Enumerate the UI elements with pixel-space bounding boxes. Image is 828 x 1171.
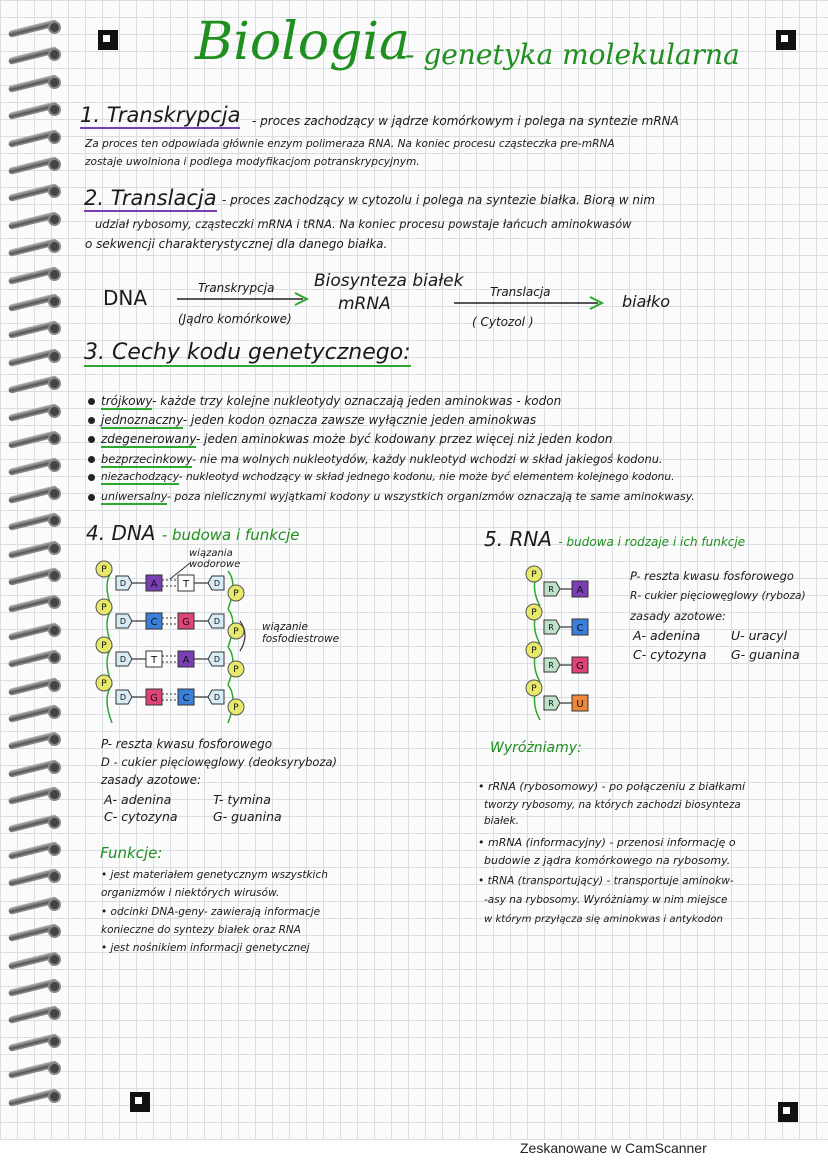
spiral-ring: [8, 511, 66, 531]
spiral-ring: [8, 648, 66, 668]
spiral-ring: [8, 758, 66, 778]
spiral-ring: [8, 813, 66, 833]
spiral-ring: [8, 182, 66, 202]
item-term: zdegenerowany: [101, 432, 197, 446]
corner-marker-top-left: [98, 30, 118, 50]
spiral-ring: [8, 922, 66, 942]
scanner-watermark: Zeskanowane w CamScanner: [520, 1140, 707, 1156]
spiral-ring: [8, 621, 66, 641]
section-2-line-1: - proces zachodzący w cytozolu i polega na syntezie białka. Biorą w nim: [222, 193, 656, 207]
rna-type-line: budowie z jądra komórkowego na rybosomy.: [484, 854, 731, 867]
spiral-ring: [8, 155, 66, 175]
rna-base-label: A: [576, 585, 584, 596]
base-left-label: A: [150, 579, 158, 590]
list-item: [88, 394, 561, 408]
section-2-title: 2. Translacja: [84, 186, 217, 210]
rna-type-line: tworzy rybosomy, na których zachodzi biosynteza: [484, 799, 741, 811]
spiral-ring: [8, 730, 66, 750]
spiral-ring: [8, 785, 66, 805]
base-right-label: T: [182, 579, 190, 590]
base-right-label: A: [182, 655, 190, 666]
dna-function-line: organizmów i niektórych wirusów.: [101, 887, 280, 899]
sugar-label: R: [548, 623, 554, 632]
section-5-subtitle: - budowa i rodzaje i ich funkcje: [558, 535, 746, 549]
rna-base-c: C- cytozyna: [633, 647, 707, 662]
sugar-label: D: [119, 617, 127, 626]
base-left-label: C: [150, 617, 158, 628]
spiral-ring: [8, 292, 66, 312]
rna-type-line: • tRNA (transportujący) - transportuje aminokw-: [478, 875, 734, 887]
spiral-ring: [8, 100, 66, 120]
spiral-ring: [8, 1004, 66, 1024]
list-item: [88, 413, 536, 427]
spiral-ring: [8, 1059, 66, 1079]
spiral-ring: [8, 895, 66, 915]
section-2-line-2: udział rybosomy, cząsteczki mRNA i tRNA. Na koniec procesu powstaje łańcuch aminokwasów: [95, 217, 632, 231]
flow-mrna: mRNA: [338, 294, 391, 314]
spiral-binding: [0, 0, 72, 1140]
spiral-ring: [8, 128, 66, 148]
page-title: Biologia: [195, 12, 411, 72]
dna-structure-diagram: [88, 555, 268, 730]
item-text: - nukleotyd wchodzący w skład jednego kodonu, nie może być elementem kolejnego kodonu.: [178, 471, 675, 483]
flow-nucleus: (Jądro komórkowe): [178, 312, 292, 326]
spiral-ring: [8, 977, 66, 997]
rna-type-line: w którym przyłącza się aminokwas i antykodon: [484, 914, 723, 925]
item-term: niezachodzący: [101, 471, 179, 483]
flow-arrow-1: [175, 292, 315, 306]
item-term: uniwersalny: [101, 490, 167, 503]
phosphate-label: P: [531, 684, 537, 694]
section-1-line-1: - proces zachodzący w jądrze komórkowym i polega na syntezie mRNA: [252, 114, 679, 128]
sugar-label: D: [119, 693, 127, 702]
rna-type-line: • mRNA (informacyjny) - przenosi informację o: [478, 836, 736, 849]
item-term: trójkowy: [101, 394, 153, 408]
section-1-line-3: zostaje uwolniona i podlega modyfikacjom potranskrypcyjnym.: [85, 156, 420, 168]
phosphate-label: P: [531, 570, 537, 580]
dna-label-hydrogen-1: wiązania: [189, 548, 233, 559]
rna-types-title: Wyróżniamy:: [490, 740, 582, 756]
section-5-title: 5. RNA: [484, 527, 552, 551]
dna-label-phospho-2: fosfodiestrowe: [262, 633, 340, 645]
list-item: [88, 432, 612, 446]
corner-marker-bottom-right: [778, 1102, 798, 1122]
corner-marker-top-right: [776, 30, 796, 50]
section-4-heading: [86, 521, 300, 545]
flow-protein: białko: [622, 292, 671, 311]
list-item: [88, 490, 695, 503]
sugar-label: D: [213, 617, 221, 626]
rna-base-u: U- uracyl: [731, 628, 788, 643]
spiral-ring: [8, 593, 66, 613]
dna-base-t: T- tymina: [213, 792, 271, 807]
base-right-label: G: [182, 617, 190, 628]
item-text: - każde trzy kolejne nukleotydy oznaczają jeden aminokwas - kodon: [152, 394, 562, 408]
dna-backbone-left: [107, 685, 112, 723]
dna-base-g: G- guanina: [213, 809, 282, 824]
spiral-ring: [8, 703, 66, 723]
rna-legend-r: R- cukier pięciowęglowy (ryboza): [630, 590, 806, 602]
sugar-label: R: [548, 585, 554, 594]
phosphate-label: P: [101, 641, 107, 651]
flow-heading: Biosynteza białek: [314, 271, 464, 291]
spiral-ring: [8, 265, 66, 285]
sugar-label: R: [548, 699, 554, 708]
spiral-ring: [8, 867, 66, 887]
spiral-ring: [8, 73, 66, 93]
sugar-label: D: [119, 579, 127, 588]
spiral-ring: [8, 1087, 66, 1107]
dna-function-line: • odcinki DNA-geny- zawierają informacje: [101, 906, 321, 918]
rna-legend-bases: zasady azotowe:: [630, 609, 726, 623]
phosphate-label: P: [233, 665, 239, 675]
rna-structure-diagram: [518, 560, 608, 720]
spiral-ring: [8, 402, 66, 422]
rna-type-line: • rRNA (rybosomowy) - po połączeniu z białkami: [478, 780, 746, 793]
rna-base-label: G: [576, 661, 584, 672]
rna-base-label: C: [576, 623, 584, 634]
flow-cytosol: ( Cytozol ): [472, 315, 534, 329]
spiral-ring: [8, 45, 66, 65]
section-5-heading: [484, 527, 745, 551]
phosphate-label: P: [531, 608, 537, 618]
flow-translation: Translacja: [490, 285, 551, 299]
item-term: jednoznaczny: [101, 413, 183, 427]
section-4-subtitle: - budowa i funkcje: [161, 526, 300, 544]
section-3-title: 3. Cechy kodu genetycznego:: [84, 340, 411, 365]
rna-legend-p: P- reszta kwasu fosforowego: [630, 569, 794, 583]
flow-arrow-2: [452, 296, 612, 310]
item-text: - nie ma wolnych nukleotydów, każdy nukleotyd wchodzi w skład jakiegoś kodonu.: [191, 452, 663, 466]
dna-functions-title: Funkcje:: [100, 844, 163, 862]
section-1-title: 1. Transkrypcja: [80, 103, 241, 127]
flow-dna: DNA: [103, 286, 148, 310]
base-left-label: T: [150, 655, 158, 666]
section-3-heading: [84, 340, 411, 365]
spiral-ring: [8, 237, 66, 257]
phosphate-label: P: [531, 646, 537, 656]
dna-function-line: • jest materiałem genetycznym wszystkich: [101, 869, 328, 881]
dna-function-line: konieczne do syntezy białek oraz RNA: [101, 924, 301, 936]
phosphate-label: P: [233, 589, 239, 599]
base-left-label: G: [150, 693, 158, 704]
dna-base-c: C- cytozyna: [104, 809, 178, 824]
spiral-ring: [8, 1032, 66, 1052]
spiral-ring: [8, 566, 66, 586]
section-1-line-2: Za proces ten odpowiada głównie enzym polimeraza RNA. Na koniec procesu cząsteczka pre-mRNA: [85, 138, 615, 150]
spiral-ring: [8, 456, 66, 476]
spiral-ring: [8, 374, 66, 394]
item-text: - jeden kodon oznacza zawsze wyłącznie jeden aminokwas: [182, 413, 537, 427]
list-item: [88, 471, 674, 483]
dna-label-hydrogen-2: wodorowe: [189, 559, 241, 570]
base-right-label: C: [182, 693, 190, 704]
sugar-label: D: [119, 655, 127, 664]
phosphate-label: P: [233, 703, 239, 713]
item-text: - poza nielicznymi wyjątkami kodony u wszystkich organizmów oznaczają te same aminokwasy.: [166, 490, 695, 503]
spiral-ring: [8, 18, 66, 38]
spiral-ring: [8, 429, 66, 449]
sugar-label: D: [213, 579, 221, 588]
phosphate-label: P: [101, 603, 107, 613]
spiral-ring: [8, 840, 66, 860]
rna-type-line: białek.: [484, 815, 519, 827]
item-text: - jeden aminokwas może być kodowany przez więcej niż jeden kodon: [196, 432, 613, 446]
phosphate-label: P: [233, 627, 239, 637]
rna-base-g: G- guanina: [731, 647, 800, 662]
sugar-label: D: [213, 655, 221, 664]
spiral-ring: [8, 676, 66, 696]
spiral-ring: [8, 347, 66, 367]
section-4-title: 4. DNA: [86, 521, 156, 545]
dna-legend-bases: zasady azotowe:: [101, 773, 202, 787]
spiral-ring: [8, 319, 66, 339]
section-2-line-3: o sekwencji charakterystycznej dla danego białka.: [85, 237, 388, 251]
dna-label-phospho-1: wiązanie: [262, 621, 308, 633]
spiral-ring: [8, 484, 66, 504]
dna-legend-d: D - cukier pięciowęglowy (deoksyryboza): [101, 755, 338, 769]
spiral-ring: [8, 539, 66, 559]
dna-base-a: A- adenina: [104, 792, 172, 807]
spiral-ring: [8, 210, 66, 230]
phosphate-label: P: [101, 565, 107, 575]
rna-base-a: A- adenina: [633, 628, 701, 643]
section-1-heading: [80, 103, 240, 127]
spiral-ring: [8, 950, 66, 970]
corner-marker-bottom-left: [130, 1092, 150, 1112]
sugar-label: D: [213, 693, 221, 702]
section-2-heading: [84, 186, 217, 210]
flow-transcription: Transkrypcja: [198, 281, 275, 295]
rna-type-line: -asy na rybosomy. Wyróżniamy w nim miejsce: [484, 894, 728, 906]
phosphate-label: P: [101, 679, 107, 689]
sugar-label: R: [548, 661, 554, 670]
page-subtitle: - genetyka molekularna: [405, 38, 740, 71]
dna-function-line: • jest nośnikiem informacji genetycznej: [101, 942, 310, 954]
list-item: [88, 452, 663, 466]
item-term: bezprzecinkowy: [101, 452, 192, 466]
rna-base-label: U: [576, 699, 584, 710]
dna-legend-p: P- reszta kwasu fosforowego: [101, 737, 273, 751]
